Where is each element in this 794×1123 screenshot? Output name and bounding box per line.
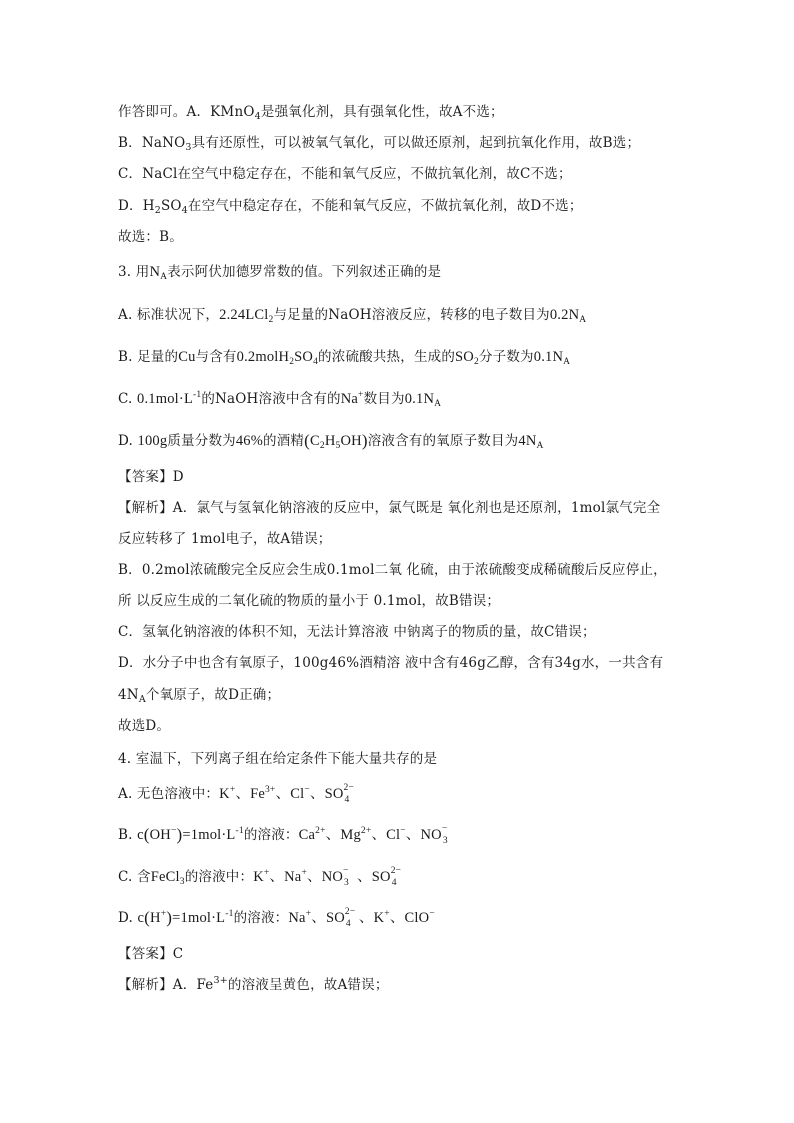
question-4-option-d xyxy=(118,909,435,927)
text-segment: D. xyxy=(118,433,138,449)
text-segment: D. xyxy=(118,910,138,926)
text-segment: 的溶液： xyxy=(243,827,299,843)
text-segment: 的酒精 xyxy=(263,433,305,449)
math: $Ca^{2+}$、$Mg^{2+}$、Cl−、NO − 3 xyxy=(298,824,448,846)
superscript: 3+ xyxy=(213,975,228,986)
text-line: D．水分子中也含有氧原子，100g46%酒精溶 液中含有46g乙醇，含有34g水，一共含有 xyxy=(118,655,664,671)
text-segment: 的NaOH溶液中含有的 xyxy=(201,391,341,407)
subscript: 2 xyxy=(154,205,161,216)
math: $SO_2$ xyxy=(455,349,479,367)
question-3-option-a xyxy=(118,306,586,324)
text-segment: 个氧原子，故D正确； xyxy=(145,687,281,703)
math: $4N_A$ xyxy=(518,433,544,451)
text-line: 反应转移了 1mol电子，故A错误； xyxy=(118,531,332,547)
text-line xyxy=(118,197,583,215)
math: K+、Na+、NO − 3 、SO 2− 4 xyxy=(253,866,402,888)
math: $0.2N_A$ xyxy=(549,307,587,325)
text-segment: 是强氧化剂，具有强氧化性，故A不选； xyxy=(260,104,504,120)
text-segment: 4N xyxy=(118,687,139,703)
text-line: B．0.2mol浓硫酸完全反应会生成0.1mol二氧 化硫，由于浓硫酸变成稀硫酸后反应停止， xyxy=(118,562,667,578)
math: $c(OH^-)=1mol\cdot L^{-1}$ xyxy=(137,825,244,844)
text-line: 【解析】A．氯气与氢氧化钠溶液的反应中，氯气既是 氧化剂也是还原剂，1mol氯气完全 xyxy=(118,500,661,516)
text-segment: C. 含 xyxy=(118,869,151,885)
text-segment: 分子数为 xyxy=(478,349,534,365)
math: $0.1N_A$ xyxy=(533,349,571,367)
math: Cu xyxy=(178,349,196,365)
text-segment: 在空气中稳定存在，不能和氧气反应，不做抗氧化剂，故D不选； xyxy=(187,198,583,214)
text-segment: 数目为 xyxy=(363,391,405,407)
text-segment: A. 标准状况下， xyxy=(118,307,220,323)
question-3-option-d xyxy=(118,432,544,450)
math: FeCl$_3$ xyxy=(150,869,185,887)
subscript: 3 xyxy=(185,142,192,153)
text-segment: C. xyxy=(118,391,138,407)
answer-4: 【答案】C xyxy=(118,946,184,962)
text-line xyxy=(118,686,280,704)
text-segment: 3. 用 xyxy=(118,264,150,280)
text-segment: 的浓硫酸共热，生成的 xyxy=(318,349,456,365)
text-line xyxy=(118,103,504,121)
text-segment: 表示阿伏加德罗常数的值。下列叙述正确的是 xyxy=(167,264,442,280)
math: $0.2molH_2SO_4$ xyxy=(236,349,319,367)
text-segment: 的溶液中： xyxy=(184,869,254,885)
text-segment: D．H xyxy=(118,198,155,214)
question-4-stem: 4. 室温下，下列离子组在给定条件下能大量共存的是 xyxy=(118,751,438,767)
subscript: A xyxy=(138,694,146,705)
math: $c(H^+)=1mol\cdot L^{-1}$ xyxy=(137,908,234,927)
math: K+、$Fe^{3+}$、Cl−、SO 2− 4 xyxy=(219,783,355,805)
math: 100g xyxy=(137,433,168,449)
text-line: C．NaCl在空气中稳定存在，不能和氧气反应，不做抗氧化剂，故C不选； xyxy=(118,166,572,182)
question-3-option-b xyxy=(118,348,570,366)
question-4-option-b xyxy=(118,826,456,844)
subscript: 4 xyxy=(181,205,188,216)
question-3-option-c xyxy=(118,390,441,408)
text-line: 所 以反应生成的二氧化硫的物质的量小于 0.1mol，故B错误； xyxy=(118,593,501,609)
subscript: 4 xyxy=(254,111,261,122)
text-segment: 溶液含有的氧原子数目为 xyxy=(367,433,519,449)
text-segment: B. 足量的 xyxy=(118,349,179,365)
text-segment: 与含有 xyxy=(195,349,237,365)
question-4-option-c xyxy=(118,868,405,886)
text-segment: A. 无色溶液中： xyxy=(118,786,220,802)
question-4-option-a xyxy=(118,785,358,803)
text-segment: 的溶液： xyxy=(233,910,289,926)
answer-3: 【答案】D xyxy=(118,469,184,485)
text-line: 故选D。 xyxy=(118,718,171,734)
text-segment: 作答即可。A．KMnO xyxy=(118,104,255,120)
text-line: 故选：B。 xyxy=(118,229,183,245)
text-line xyxy=(118,976,389,994)
text-segment: 质量分数为 xyxy=(167,433,236,449)
text-line: C．氢氧化钠溶液的体积不知，无法计算溶液 中钠离子的物质的量，故C错误； xyxy=(118,624,596,640)
math: $N_A$ xyxy=(149,264,168,282)
math: 46% xyxy=(235,433,264,449)
question-3-stem xyxy=(118,263,441,281)
text-segment: 与足量的NaOH溶液反应，转移的电子数目为 xyxy=(273,307,550,323)
math: $0.1mol\cdot L^{-1}$ xyxy=(137,390,202,407)
text-line xyxy=(118,134,640,152)
text-segment: 【解析】A．Fe xyxy=(118,977,214,993)
text-segment: B．NaNO xyxy=(118,135,186,151)
text-segment: 的溶液呈黄色，故A错误； xyxy=(227,977,389,993)
math: $(C_2H_5OH)$ xyxy=(304,431,368,451)
text-segment: B. xyxy=(118,827,138,843)
text-segment: 具有还原性，可以被氧气氧化，可以做还原剂，起到抗氧化作用，故B选； xyxy=(191,135,641,151)
math: 2.24LCl$_2$ xyxy=(219,307,274,325)
math: Na+、SO 2− 4 、K+、ClO− xyxy=(288,907,435,929)
math: Na+ xyxy=(340,390,364,407)
math: $0.1N_A$ xyxy=(404,391,442,409)
text-segment: SO xyxy=(160,198,182,214)
